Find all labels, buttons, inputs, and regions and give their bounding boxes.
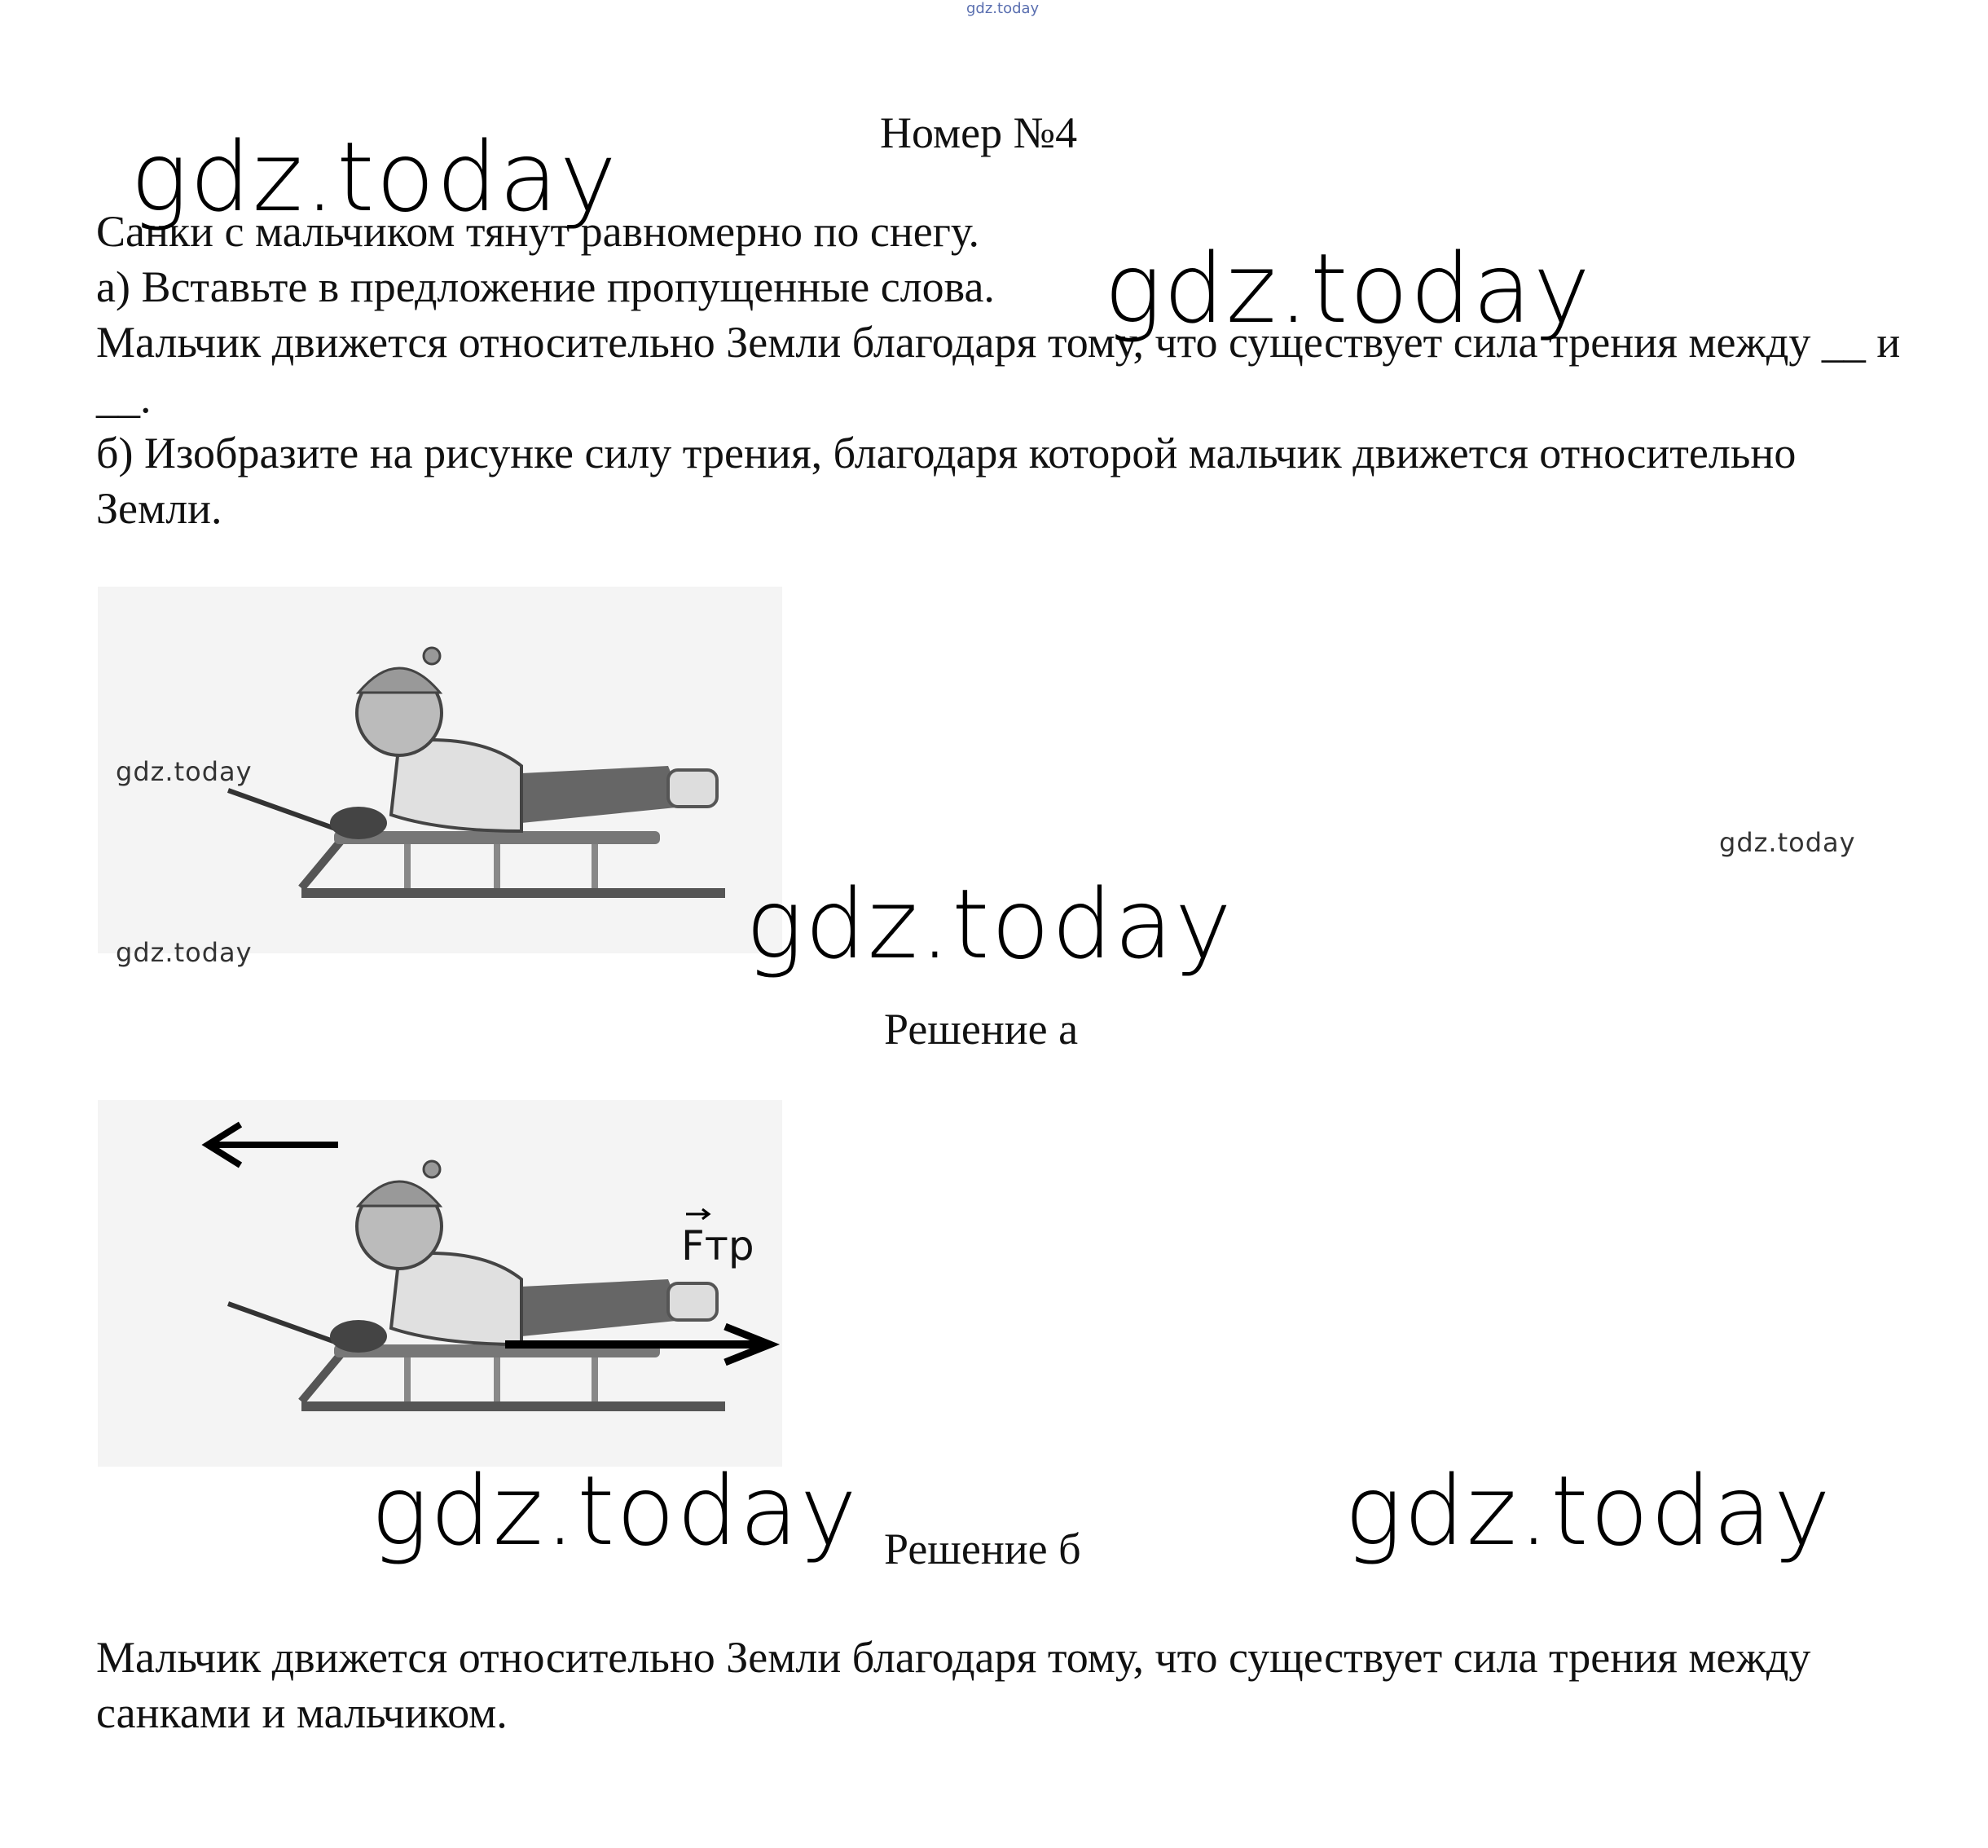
problem-line-4: б) Изобразите на рисунке силу трения, благодаря которой мальчик движется относительно Земли. xyxy=(96,429,1797,533)
problem-text xyxy=(96,204,1913,536)
problem-title: Номер №4 xyxy=(880,108,1078,157)
watermark: gdz.today xyxy=(130,121,618,233)
watermark: gdz.today xyxy=(1104,232,1592,345)
figure-sled-b xyxy=(98,1100,782,1467)
watermark: gdz.today xyxy=(116,756,253,787)
top-watermark: gdz.today xyxy=(966,0,1040,17)
problem-line-3: Мальчик движется относительно Земли благодаря тому, что существует сила трения между __ и __. xyxy=(96,318,1901,422)
answer-text: Мальчик движется относительно Земли благодаря тому, что существует сила трения между санками и мальчиком. xyxy=(96,1633,1811,1737)
watermark: gdz.today xyxy=(1344,1454,1832,1567)
sled-illustration-b xyxy=(98,1100,782,1467)
solution-label-b: Решение б xyxy=(884,1525,1081,1573)
friction-force-label: Fтр xyxy=(681,1222,754,1269)
problem-line-2: а) Вставьте в предложение пропущенные слова. xyxy=(96,262,995,311)
problem-line-1: Санки с мальчиком тянут равномерно по снегу. xyxy=(96,207,979,256)
watermark: gdz.today xyxy=(371,1454,859,1567)
watermark: gdz.today xyxy=(116,937,253,968)
watermark: gdz.today xyxy=(746,868,1234,980)
watermark: gdz.today xyxy=(1719,827,1856,858)
solution-label-a: Решение а xyxy=(884,1005,1079,1054)
